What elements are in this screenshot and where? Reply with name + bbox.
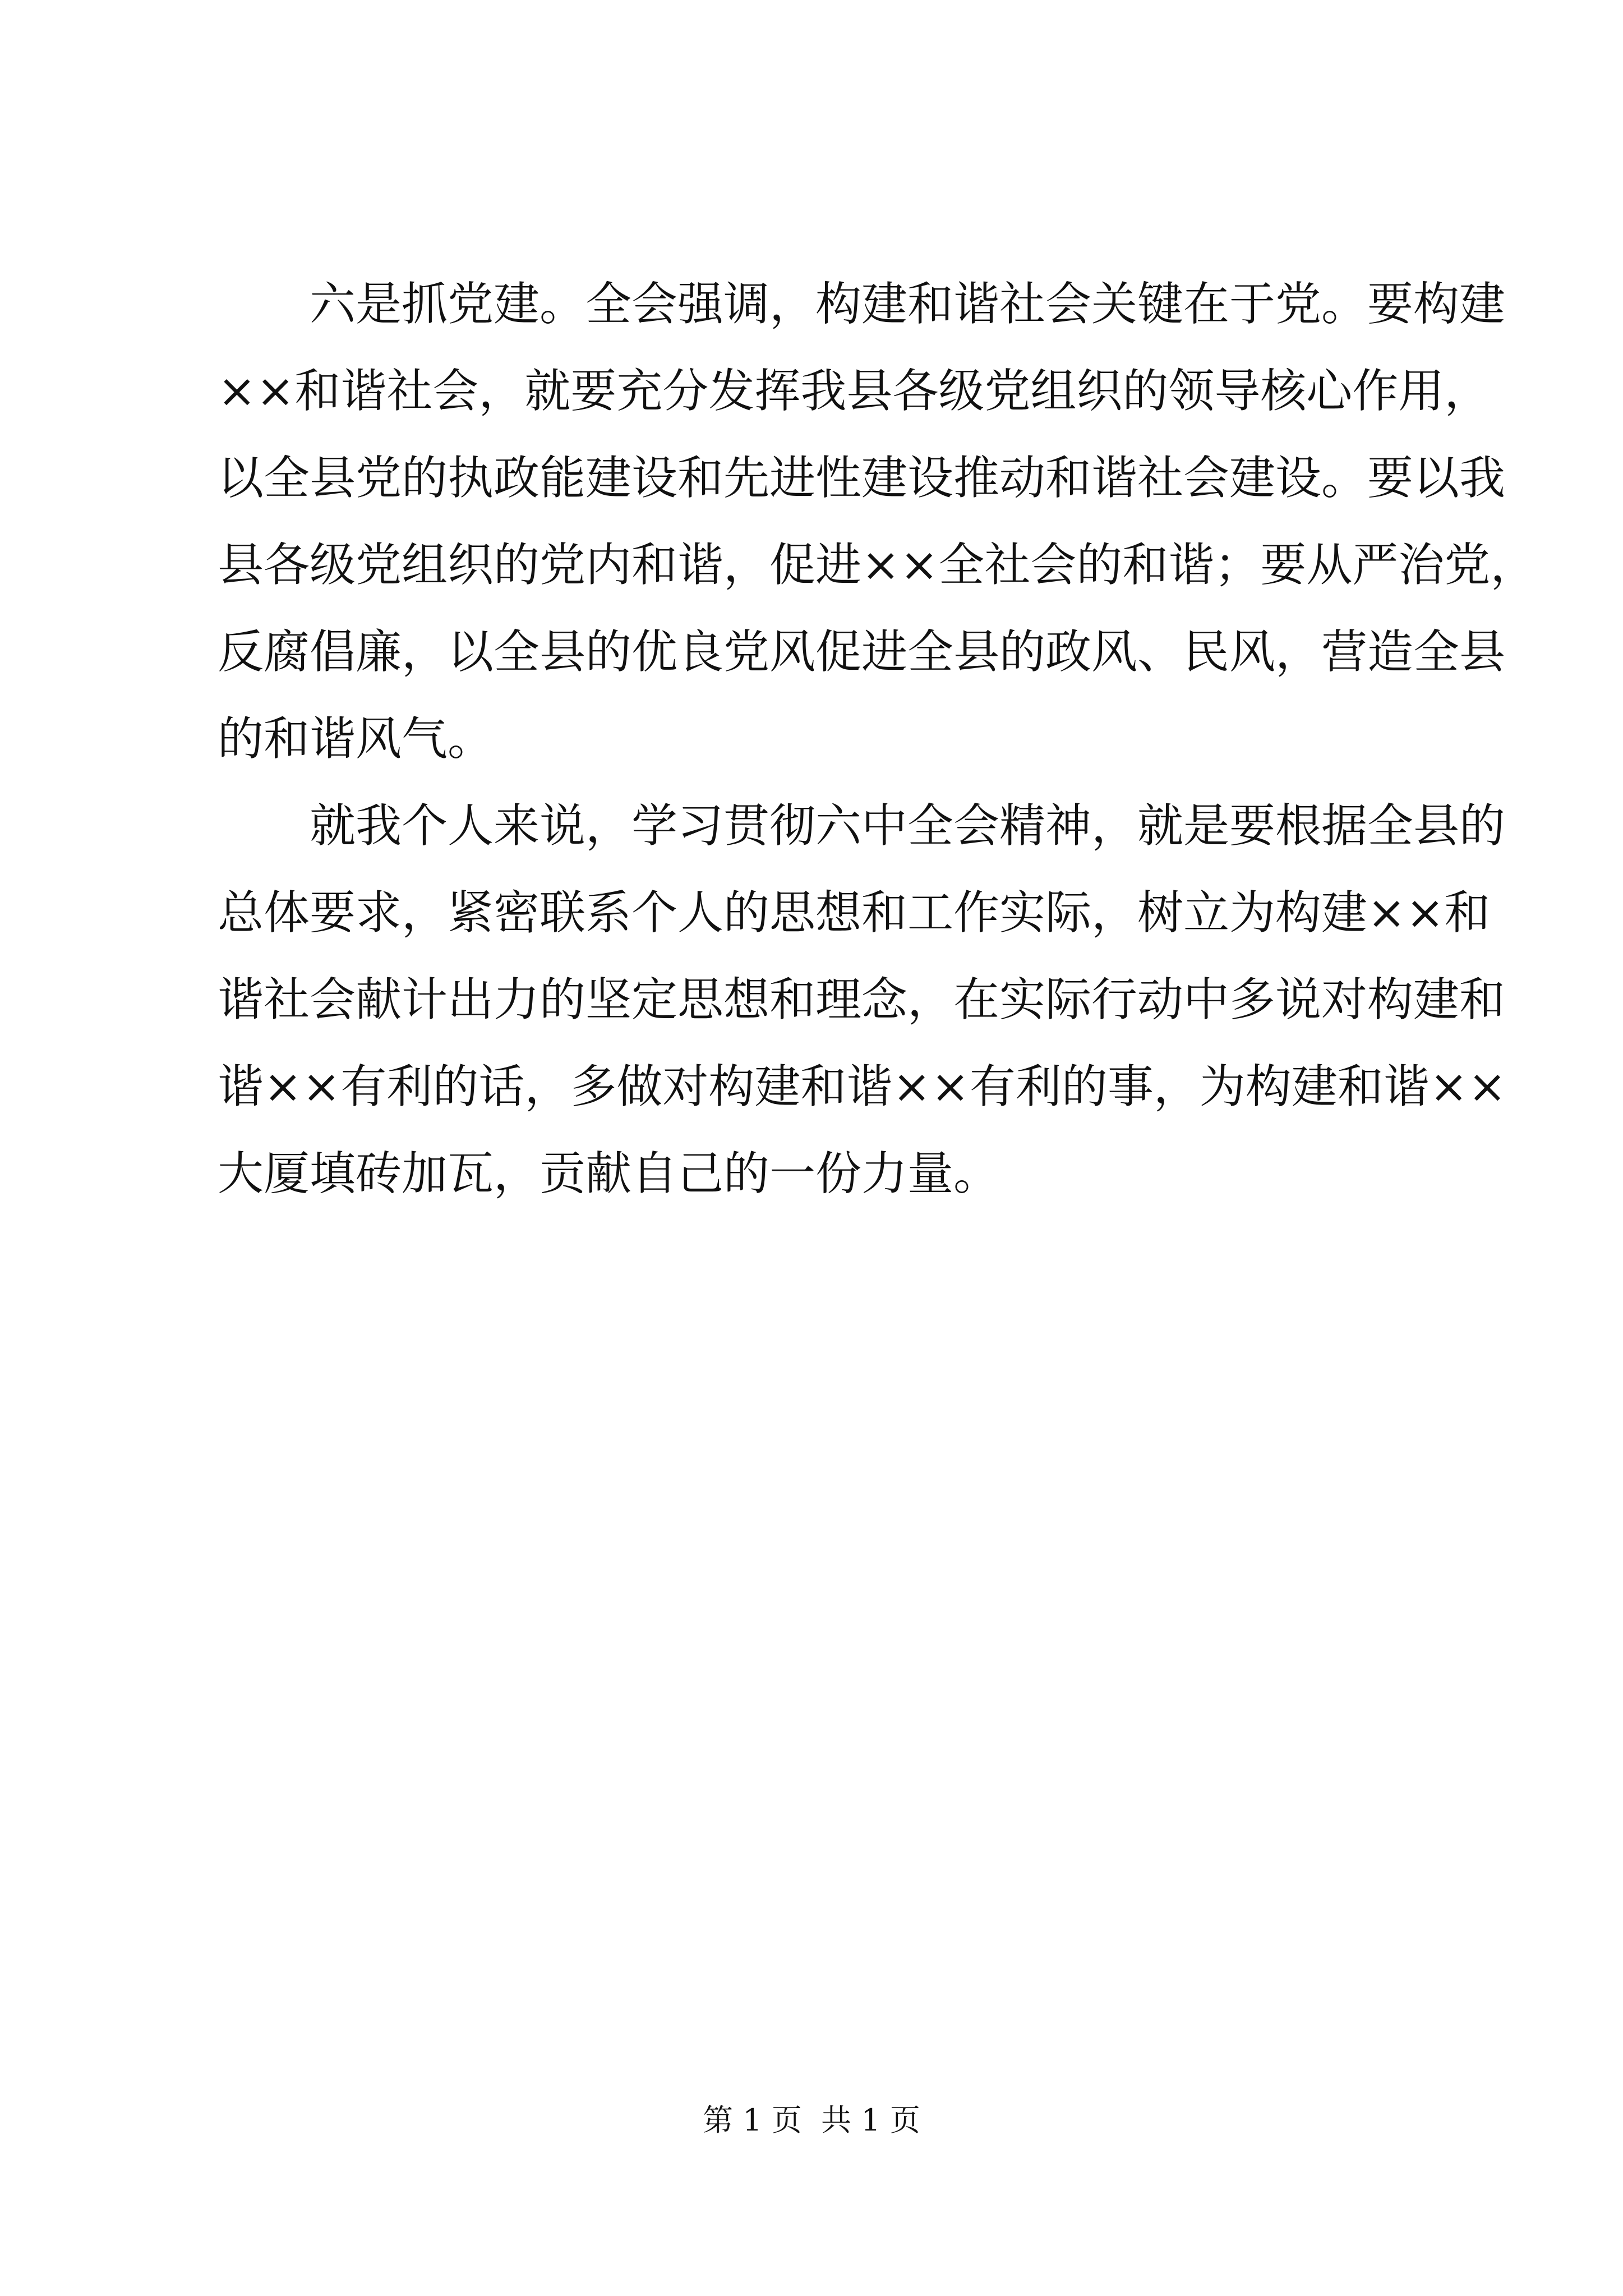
paragraph-line: 反腐倡廉，以全县的优良党风促进全县的政风、民风，营造全县 [218, 625, 1506, 679]
paragraph-party-building [218, 261, 1537, 783]
paragraph-line: 谐社会献计出力的坚定思想和理念，在实际行动中多说对构建和 [218, 973, 1506, 1027]
paragraph-line: 县各级党组织的党内和谐，促进××全社会的和谐；要从严治党， [218, 539, 1537, 592]
paragraph-line: 以全县党的执政能建设和先进性建设推动和谐社会建设。要以我 [218, 452, 1506, 505]
paragraph-line: 的和谐风气。 [218, 712, 494, 766]
paragraph-line: 六是抓党建。全会强调，构建和谐社会关键在于党。要构建 [310, 278, 1506, 331]
paragraph-line: 谐××有利的话，多做对构建和谐××有利的事，为构建和谐×× [218, 1060, 1507, 1114]
paragraph-line: 总体要求，紧密联系个人的思想和工作实际，树立为构建××和 [218, 886, 1491, 940]
document-body [218, 261, 1537, 1217]
paragraph-line: ××和谐社会，就要充分发挥我县各级党组织的领导核心作用， [218, 365, 1491, 418]
paragraph-line: 大厦填砖加瓦，贡献自己的一份力量。 [218, 1147, 1000, 1200]
paragraph-personal-commitment [218, 783, 1507, 1217]
page-number-footer: 第 1 页 共 1 页 [703, 2102, 920, 2138]
paragraph-line: 就我个人来说，学习贯彻六中全会精神，就是要根据全县的 [310, 799, 1506, 853]
